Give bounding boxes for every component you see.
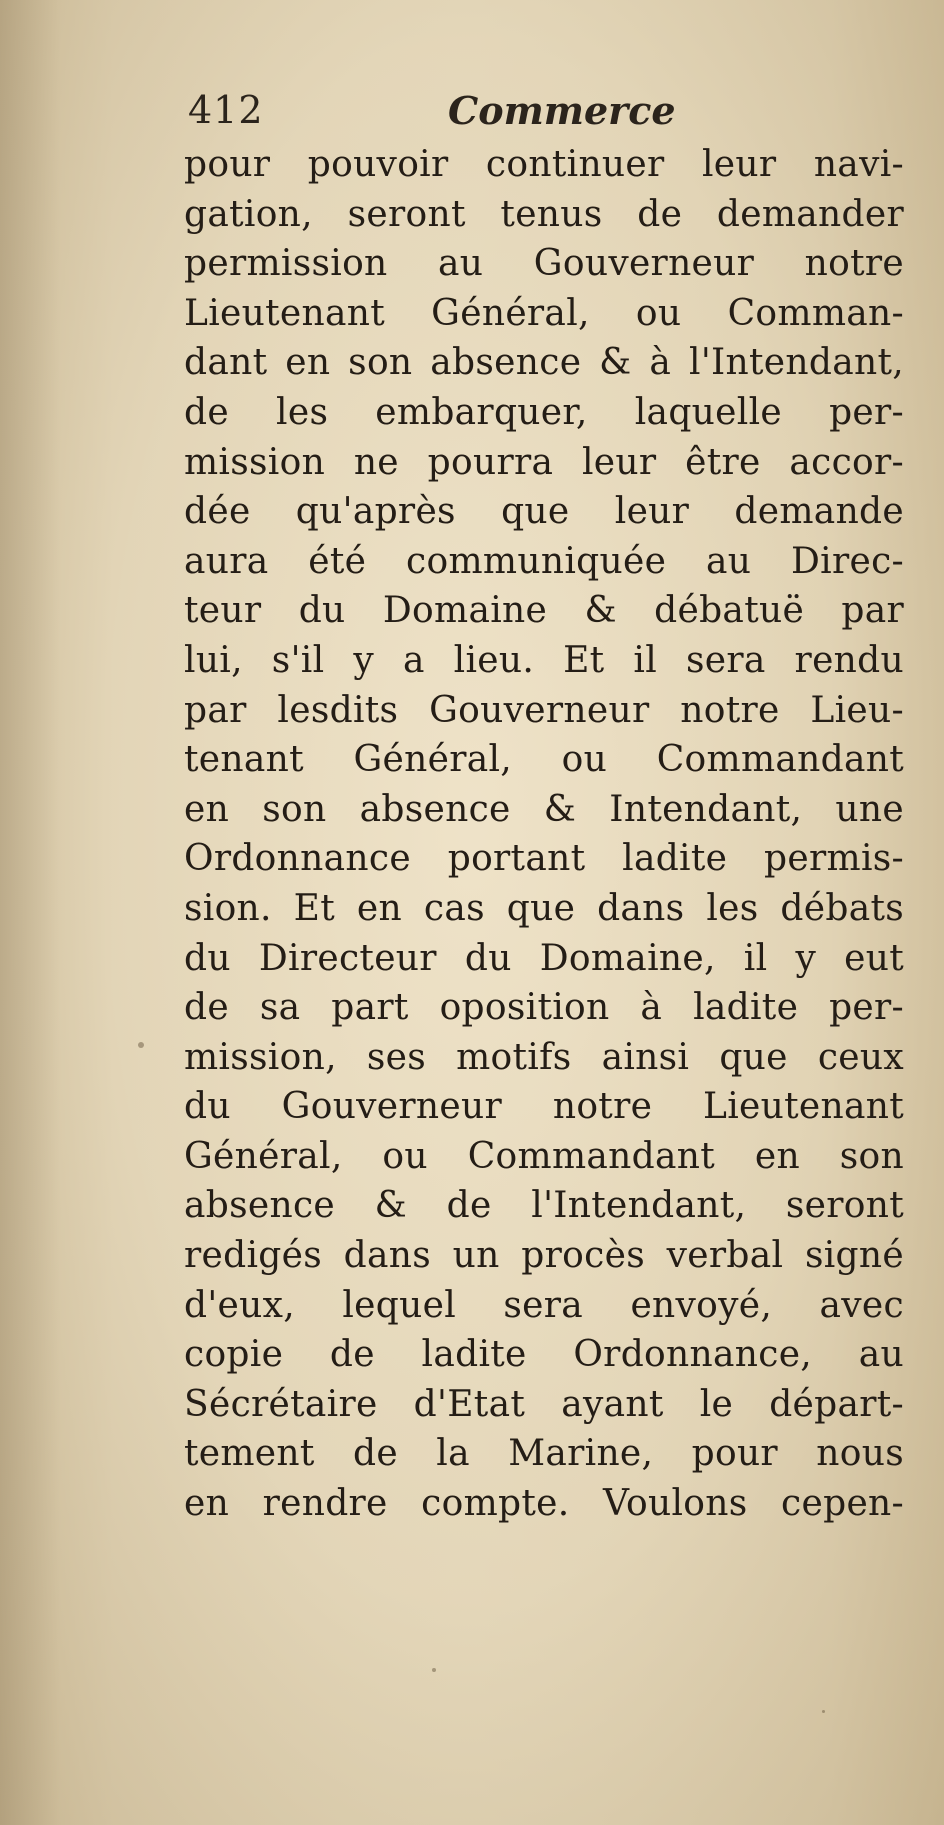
text-line: d'eux, lequel sera envoyé, avec xyxy=(184,1284,904,1326)
page-number: 412 xyxy=(188,88,264,132)
text-line: du Directeur du Domaine, il y eut xyxy=(184,937,904,979)
running-head xyxy=(188,88,708,148)
text-line: sion. Et en cas que dans les débats xyxy=(184,887,904,929)
text-line: Sécrétaire d'Etat ayant le départ- xyxy=(184,1383,904,1425)
text-line: de sa part oposition à ladite per- xyxy=(184,987,904,1029)
text-line: en son absence & Intendant, une xyxy=(184,788,904,830)
text-line: mission, ses motifs ainsi que ceux xyxy=(184,1036,904,1078)
text-line: tenant Général, ou Commandant xyxy=(184,739,904,781)
text-line: en rendre compte. Voulons cepen- xyxy=(184,1483,904,1525)
body-text xyxy=(184,140,904,1529)
text-line: dée qu'après que leur demande xyxy=(184,491,904,533)
text-line: teur du Domaine & débatuë par xyxy=(184,590,904,632)
text-line: lui, s'il y a lieu. Et il sera rendu xyxy=(184,639,904,681)
text-line: par lesdits Gouverneur notre Lieu- xyxy=(184,689,904,731)
text-line: tement de la Marine, pour nous xyxy=(184,1433,904,1475)
text-line: redigés dans un procès verbal signé xyxy=(184,1235,904,1277)
text-line: absence & de l'Intendant, seront xyxy=(184,1185,904,1227)
text-line: permission au Gouverneur notre xyxy=(184,243,904,285)
text-line: du Gouverneur notre Lieutenant xyxy=(184,1086,904,1128)
text-line: dant en son absence & à l'Intendant, xyxy=(184,342,904,384)
paper-speck xyxy=(138,1042,144,1048)
paper-speck xyxy=(432,1668,436,1672)
text-line: Général, ou Commandant en son xyxy=(184,1135,904,1177)
text-line: Ordonnance portant ladite permis- xyxy=(184,838,904,880)
text-line: copie de ladite Ordonnance, au xyxy=(184,1334,904,1376)
running-title: Commerce xyxy=(448,88,676,133)
text-line: pour pouvoir continuer leur navi- xyxy=(184,144,904,185)
paper-speck xyxy=(822,1710,825,1713)
text-line: mission ne pourra leur être accor- xyxy=(184,441,904,483)
text-line: aura été communiquée au Direc- xyxy=(184,540,904,582)
text-line: Lieutenant Général, ou Comman- xyxy=(184,292,904,334)
text-line: de les embarquer, laquelle per- xyxy=(184,391,904,433)
text-line: gation, seront tenus de demander xyxy=(184,193,904,235)
page-edge-shadow xyxy=(0,0,60,1825)
